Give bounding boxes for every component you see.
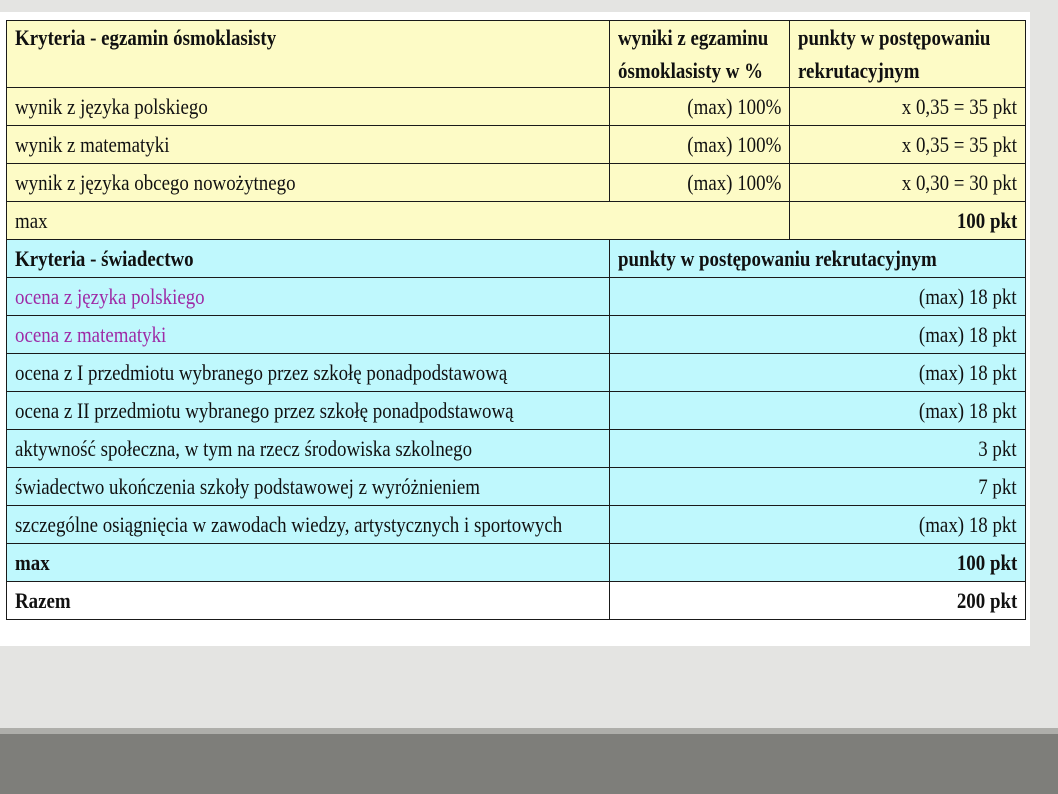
certificate-points-header: punkty w postępowaniu rekrutacyjnym xyxy=(610,240,1026,278)
table-row xyxy=(7,354,1026,392)
exam-max-label: max xyxy=(7,202,790,240)
exam-result: (max) 100% xyxy=(610,126,790,164)
certificate-points: (max) 18 pkt xyxy=(610,354,1026,392)
exam-max-value: 100 pkt xyxy=(790,202,1026,240)
certificate-points: 7 pkt xyxy=(610,468,1026,506)
table-row xyxy=(7,506,1026,544)
certificate-item: szczególne osiągnięcia w zawodach wiedzy, artystycznych i sportowych xyxy=(7,506,610,544)
certificate-points: (max) 18 pkt xyxy=(610,392,1026,430)
total-row xyxy=(7,582,1026,620)
exam-subject: wynik z języka polskiego xyxy=(7,88,610,126)
certificate-item: ocena z I przedmiotu wybranego przez szkołę ponadpodstawową xyxy=(7,354,610,392)
table-row xyxy=(7,164,1026,202)
certificate-item: ocena z II przedmiotu wybranego przez szkołę ponadpodstawową xyxy=(7,392,610,430)
exam-points: x 0,35 = 35 pkt xyxy=(790,88,1026,126)
total-label: Razem xyxy=(7,582,610,620)
certificate-item: ocena z języka polskiego xyxy=(7,278,610,316)
certificate-item: ocena z matematyki xyxy=(7,316,610,354)
recruitment-criteria-table xyxy=(6,20,1026,620)
table-row xyxy=(7,88,1026,126)
certificate-points: (max) 18 pkt xyxy=(610,278,1026,316)
footer-bar xyxy=(0,734,1058,794)
table-row xyxy=(7,126,1026,164)
table-row xyxy=(7,316,1026,354)
certificate-points: (max) 18 pkt xyxy=(610,316,1026,354)
certificate-criteria-header: Kryteria - świadectwo xyxy=(7,240,610,278)
exam-points: x 0,35 = 35 pkt xyxy=(790,126,1026,164)
exam-header-row xyxy=(7,21,1026,88)
total-value: 200 pkt xyxy=(610,582,1026,620)
certificate-item: świadectwo ukończenia szkoły podstawowej z wyróżnieniem xyxy=(7,468,610,506)
certificate-max-value: 100 pkt xyxy=(610,544,1026,582)
certificate-points: 3 pkt xyxy=(610,430,1026,468)
certificate-points: (max) 18 pkt xyxy=(610,506,1026,544)
table-row xyxy=(7,392,1026,430)
exam-result: (max) 100% xyxy=(610,88,790,126)
table-row xyxy=(7,430,1026,468)
exam-points: x 0,30 = 30 pkt xyxy=(790,164,1026,202)
table-row xyxy=(7,278,1026,316)
exam-subject: wynik z matematyki xyxy=(7,126,610,164)
exam-max-row xyxy=(7,202,1026,240)
exam-results-header: wyniki z egzaminu ósmoklasisty w % xyxy=(610,21,790,88)
table-row xyxy=(7,468,1026,506)
certificate-header-row xyxy=(7,240,1026,278)
exam-result: (max) 100% xyxy=(610,164,790,202)
exam-points-header: punkty w postępowaniu rekrutacyjnym xyxy=(790,21,1026,88)
certificate-max-label: max xyxy=(7,544,610,582)
exam-criteria-header: Kryteria - egzamin ósmoklasisty xyxy=(7,21,610,88)
certificate-max-row xyxy=(7,544,1026,582)
exam-subject: wynik z języka obcego nowożytnego xyxy=(7,164,610,202)
certificate-item: aktywność społeczna, w tym na rzecz środowiska szkolnego xyxy=(7,430,610,468)
